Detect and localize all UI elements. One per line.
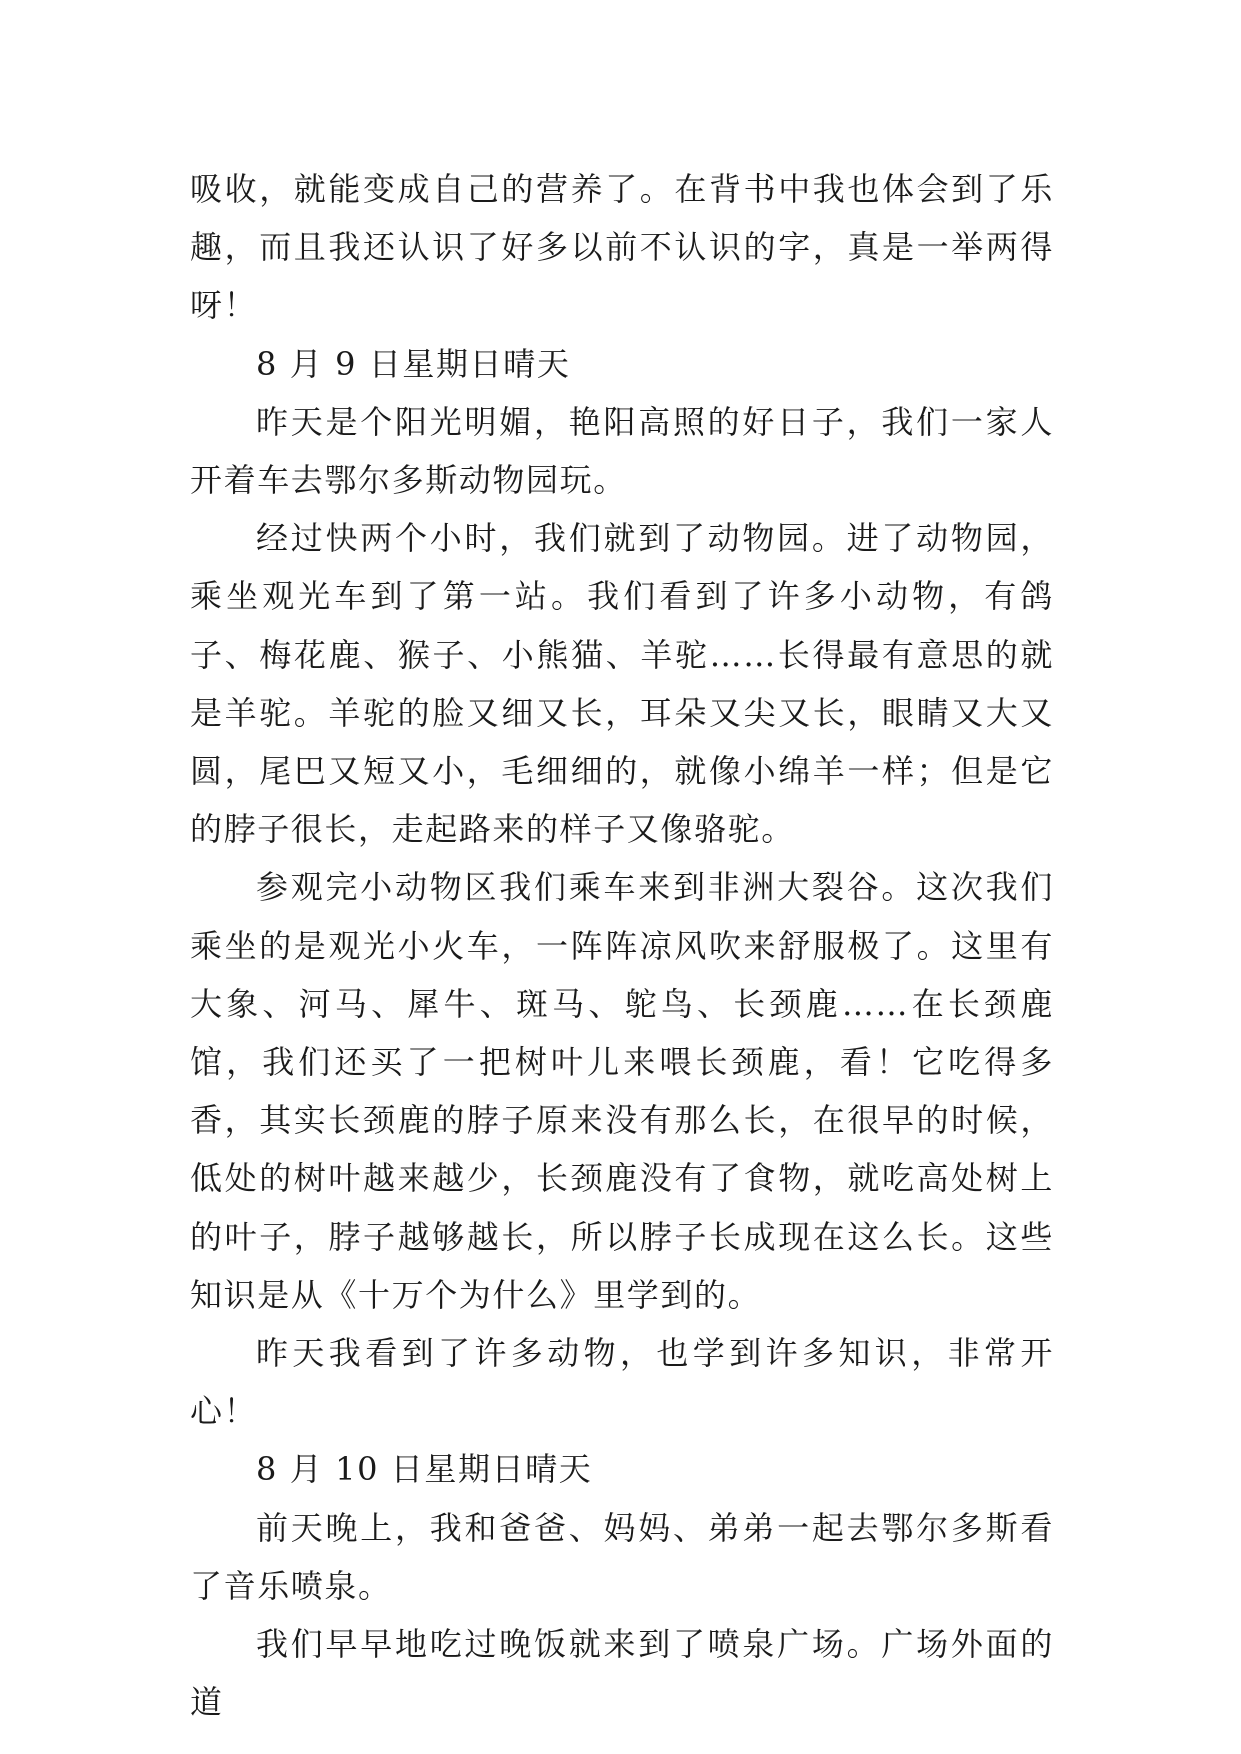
- document-body: [190, 160, 1054, 1731]
- paragraph: 昨天我看到了许多动物，也学到许多知识，非常开心！: [190, 1334, 1054, 1431]
- paragraph: 经过快两个小时，我们就到了动物园。进了动物园，乘坐观光车到了第一站。我们看到了许多小动物，有鸽子、梅花鹿、猴子、小熊猫、羊驼……长得最有意思的就是羊驼。羊驼的脸又细又长，耳朵又尖又长，眼睛又大又圆，尾巴又短又小，毛细细的，就像小绵羊一样；但是它的脖子很长，走起路来的样子又像骆驼。: [190, 519, 1054, 849]
- paragraph: 前天晚上，我和爸爸、妈妈、弟弟一起去鄂尔多斯看了音乐喷泉。: [190, 1508, 1054, 1605]
- paragraph: 参观完小动物区我们乘车来到非洲大裂谷。这次我们乘坐的是观光小火车，一阵阵凉风吹来舒服极了。这里有大象、河马、犀牛、斑马、鸵鸟、长颈鹿……在长颈鹿馆，我们还买了一把树叶儿来喂长颈鹿，看！它吃得多香，其实长颈鹿的脖子原来没有那么长，在很早的时候，低处的树叶越来越少，长颈鹿没有了食物，就吃高处树上的叶子，脖子越够越长，所以脖子长成现在这么长。这些知识是从《十万个为什么》里学到的。: [190, 868, 1054, 1314]
- paragraph: 昨天是个阳光明媚，艳阳高照的好日子，我们一家人开着车去鄂尔多斯动物园玩。: [190, 402, 1054, 500]
- diary-date-heading: 8 月 10 日星期日晴天: [256, 1450, 593, 1489]
- paragraph: 我们早早地吃过晚饭就来到了喷泉广场。广场外面的道: [190, 1625, 1054, 1722]
- paragraph: 吸收，就能变成自己的营养了。在背书中我也体会到了乐趣，而且我还认识了好多以前不认识的字，真是一举两得呀！: [190, 170, 1054, 325]
- diary-date-heading: 8 月 9 日星期日晴天: [256, 344, 571, 383]
